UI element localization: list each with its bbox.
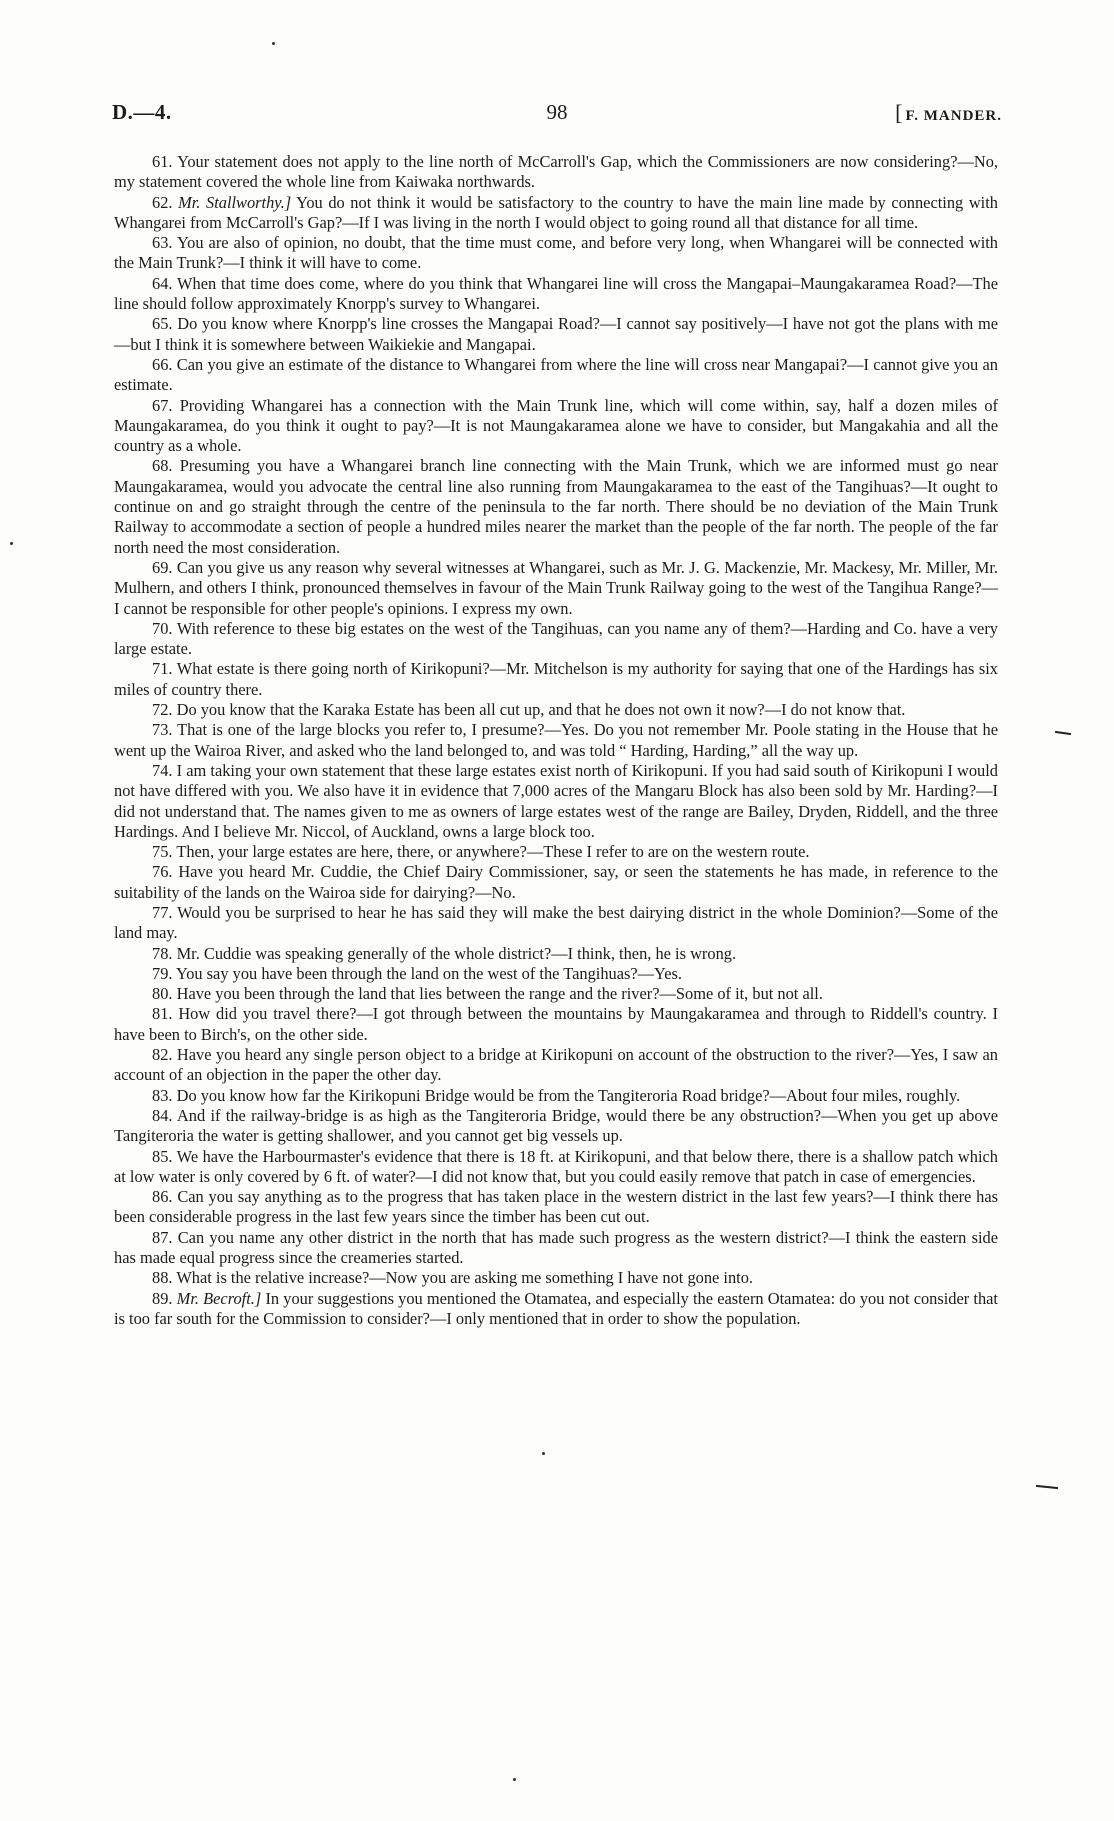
question-answer-paragraph (114, 659, 998, 700)
question-answer-paragraph (114, 903, 998, 944)
speaker-label: Mr. Becroft.] (176, 1288, 262, 1308)
paragraph-text: You do not think it would be satisfactory to the country to have the main line made by connecting with Whangarei from McCarroll's Gap?—If I was living in the north I would object to going round all that distance for all time. (114, 192, 998, 232)
witness-name-text: F. MANDER. (905, 108, 1002, 124)
margin-mark (1055, 731, 1071, 735)
question-number: 83. (152, 1085, 173, 1105)
question-number: 70. (152, 618, 173, 638)
paragraph-text: Have you been through the land that lies between the range and the river?—Some of it, but not all. (176, 984, 823, 1004)
question-answer-paragraph (114, 984, 998, 1004)
question-answer-paragraph (114, 700, 998, 720)
question-answer-paragraph (114, 558, 998, 619)
question-number: 64. (152, 273, 173, 293)
question-number: 61. (152, 152, 173, 171)
paragraph-text: Can you say anything as to the progress that has taken place in the western district in the last few years?—I think there has been considerable progress in the last few years since the timber has been cut out. (114, 1187, 998, 1227)
question-number: 80. (152, 984, 173, 1004)
paragraph-text: What is the relative increase?—Now you are asking me something I have not gone into. (176, 1268, 753, 1288)
question-answer-paragraph (114, 1086, 998, 1106)
question-answer-paragraph (114, 193, 998, 234)
question-answer-paragraph (114, 944, 998, 964)
question-answer-paragraph (114, 964, 998, 984)
ink-speck (542, 1452, 545, 1455)
paragraph-text: We have the Harbourmaster's evidence that there is 18 ft. at Kirikopuni, and that below there, there is a shallow patch which at low water is only covered by 6 ft. of water?—I did not know that, but you could easily remove that patch in case of emergencies. (114, 1146, 998, 1186)
question-number: 69. (152, 557, 173, 577)
question-number: 84. (152, 1105, 173, 1125)
question-answer-paragraph (114, 862, 998, 903)
question-number: 74. (152, 760, 173, 780)
question-number: 81. (152, 1004, 173, 1024)
paragraph-text: Presuming you have a Whangarei branch line connecting with the Main Trunk, which we are informed must go near Maungakaramea, would you advocate the central line also running from Maungakaramea to the east of the Tangihuas?—It ought to continue on and go straight through the centre of the peninsula to the far north. There should be no deviation of the Main Trunk Railway to accommodate a section of people a hundred miles nearer the market than the people of the far north. The people of the far north need the most consideration. (114, 456, 998, 557)
question-answer-paragraph (114, 1289, 998, 1330)
paragraph-text: In your suggestions you mentioned the Otamatea, and especially the eastern Otamatea: do you not consider that is too far south for the Commission to consider?—I only mentioned that in order to show the population. (114, 1288, 998, 1328)
question-number: 66. (152, 354, 173, 374)
margin-mark (1036, 1485, 1058, 1489)
question-number: 76. (152, 862, 173, 882)
question-answer-paragraph (114, 1106, 998, 1147)
paragraph-text: Can you give an estimate of the distance to Whangarei from where the line will cross near Mangapai?—I cannot give you an estimate. (114, 354, 998, 395)
question-answer-paragraph (114, 720, 998, 761)
paragraph-text: Have you heard Mr. Cuddie, the Chief Dairy Commissioner, say, or seen the statements he has made, in reference to the suitability of the lands on the Wairoa side for dairying?—No. (114, 862, 998, 902)
paragraph-text: Providing Whangarei has a connection with the Main Trunk line, which will come within, say, half a dozen miles of Maungakaramea, do you think it ought to pay?—It is not Maungakaramea alone we have to consider, but Mangakahia and all the country as a whole. (114, 395, 998, 456)
question-number: 67. (152, 395, 173, 415)
page-number: 98 (546, 100, 568, 124)
paragraph-text: Mr. Cuddie was speaking generally of the whole district?—I think, then, he is wrong. (176, 943, 737, 963)
question-number: 77. (152, 902, 173, 922)
paragraph-text: You are also of opinion, no doubt, that the time must come, and before very long, when Whangarei will be connected with the Main Trunk?—I think it will have to come. (114, 233, 999, 273)
question-number: 63. (152, 233, 173, 253)
ink-speck (10, 542, 13, 545)
question-number: 89. (152, 1288, 173, 1308)
question-number: 65. (152, 314, 173, 334)
question-answer-paragraph (114, 1147, 998, 1188)
question-answer-paragraph (114, 355, 998, 396)
paragraph-text: With reference to these big estates on the west of the Tangihuas, can you name any of them?—Harding and Co. have a very large estate. (114, 618, 998, 659)
paragraph-text: You say you have been through the land on the west of the Tangihuas?—Yes. (176, 963, 682, 983)
question-answer-paragraph (114, 274, 998, 315)
question-number: 87. (152, 1227, 173, 1247)
question-number: 86. (152, 1187, 173, 1207)
ink-speck (272, 42, 275, 45)
paragraph-text: Have you heard any single person object to a bridge at Kirikopuni on account of the obstruction to the river?—Yes, I saw an account of an objection in the paper the other day. (114, 1045, 998, 1085)
question-answer-paragraph (114, 842, 998, 862)
paragraph-text: When that time does come, where do you think that Whangarei line will cross the Mangapai–Maungakaramea Road?—The line should follow approximately Knorpp's survey to Whangarei. (114, 273, 998, 314)
document-reference: D.—4. (112, 100, 172, 124)
question-number: 82. (152, 1045, 173, 1065)
question-answer-paragraph (114, 1045, 998, 1086)
question-answer-paragraph (114, 619, 998, 660)
paragraph-text: How did you travel there?—I got through between the mountains by Maungakaramea and through to Riddell's country. I have been to Birch's, on the other side. (114, 1004, 998, 1044)
paragraph-text: Would you be surprised to hear he has said they will make the best dairying district in the whole Dominion?—Some of the land may. (114, 902, 998, 943)
paragraph-text: Do you know that the Karaka Estate has been all cut up, and that he does not own it now?—I do not know that. (176, 700, 906, 720)
question-number: 71. (152, 659, 173, 679)
paragraph-text: Do you know how far the Kirikopuni Bridge would be from the Tangiteroria Road bridge?—About four miles, roughly. (176, 1085, 961, 1105)
question-number: 62. (152, 192, 173, 212)
question-answer-paragraph (114, 456, 998, 557)
paragraph-text: What estate is there going north of Kirikopuni?—Mr. Mitchelson is my authority for saying that one of the Hardings has six miles of country there. (114, 659, 998, 699)
paragraph-text: Then, your large estates are here, there, or anywhere?—These I refer to are on the western route. (176, 842, 810, 862)
question-answer-paragraph (114, 396, 998, 457)
question-answer-paragraph (114, 152, 998, 193)
question-answer-paragraph (114, 761, 998, 842)
paragraph-text: Your statement does not apply to the line north of McCarroll's Gap, which the Commissioners are now considering?—No, my statement covered the whole line from Kaiwaka northwards. (114, 152, 998, 192)
question-number: 88. (152, 1268, 173, 1288)
paragraph-text: That is one of the large blocks you refer to, I presume?—Yes. Do you not remember Mr. Poole stating in the House that he went up the Wairoa River, and asked who the land belonged to, and was told “ Harding, Harding,” all the way up. (114, 720, 998, 760)
paragraph-text: I am taking your own statement that these large estates exist north of Kirikopuni. If you had said south of Kirikopuni I would not have differed with you. We also have it in evidence that 7,000 acres of the Mangaru Block has also been sold by Mr. Harding?—I did not understand that. The names given to me as owners of large estates west of the range are Bailey, Dryden, Riddell, and the three Hardings. And I believe Mr. Niccol, of Auckland, owns a large block too. (114, 760, 998, 841)
question-number: 79. (152, 963, 173, 983)
question-number: 73. (152, 720, 173, 740)
testimony-body (114, 152, 998, 1329)
speaker-label: Mr. Stallworthy.] (178, 192, 292, 212)
question-answer-paragraph (114, 1228, 998, 1269)
question-number: 85. (152, 1146, 173, 1166)
paragraph-text: Do you know where Knorpp's line crosses the Mangapai Road?—I cannot say positively—I have not got the plans with me—but I think it is somewhere between Waikiekie and Mangapai. (114, 314, 998, 354)
question-number: 72. (152, 700, 173, 720)
paragraph-text: And if the railway-bridge is as high as the Tangiteroria Bridge, would there be any obstruction?—When you get up above Tangiteroria the water is getting shallower, and you cannot get big vessels up. (114, 1105, 998, 1146)
question-number: 75. (152, 842, 173, 862)
paragraph-text: Can you name any other district in the north that has made such progress as the western district?—I think the eastern side has made equal progress since the creameries started. (114, 1227, 998, 1268)
question-answer-paragraph (114, 314, 998, 355)
paragraph-text: Can you give us any reason why several witnesses at Whangarei, such as Mr. J. G. Mackenzie, Mr. Mackesy, Mr. Miller, Mr. Mulhern, and others I think, pronounced themselves in favour of the Main Trunk Railway going to the west of the Tangihua Range?—I cannot be responsible for other people's opinions. I express my own. (114, 557, 998, 618)
question-number: 78. (152, 943, 173, 963)
witness-name: [ F. MANDER. (895, 100, 1002, 125)
question-answer-paragraph (114, 1004, 998, 1045)
question-answer-paragraph (114, 1187, 998, 1228)
question-answer-paragraph (114, 233, 998, 274)
question-number: 68. (152, 456, 173, 476)
page-header (112, 100, 1002, 130)
ink-speck (513, 1778, 516, 1781)
question-answer-paragraph (114, 1268, 998, 1288)
